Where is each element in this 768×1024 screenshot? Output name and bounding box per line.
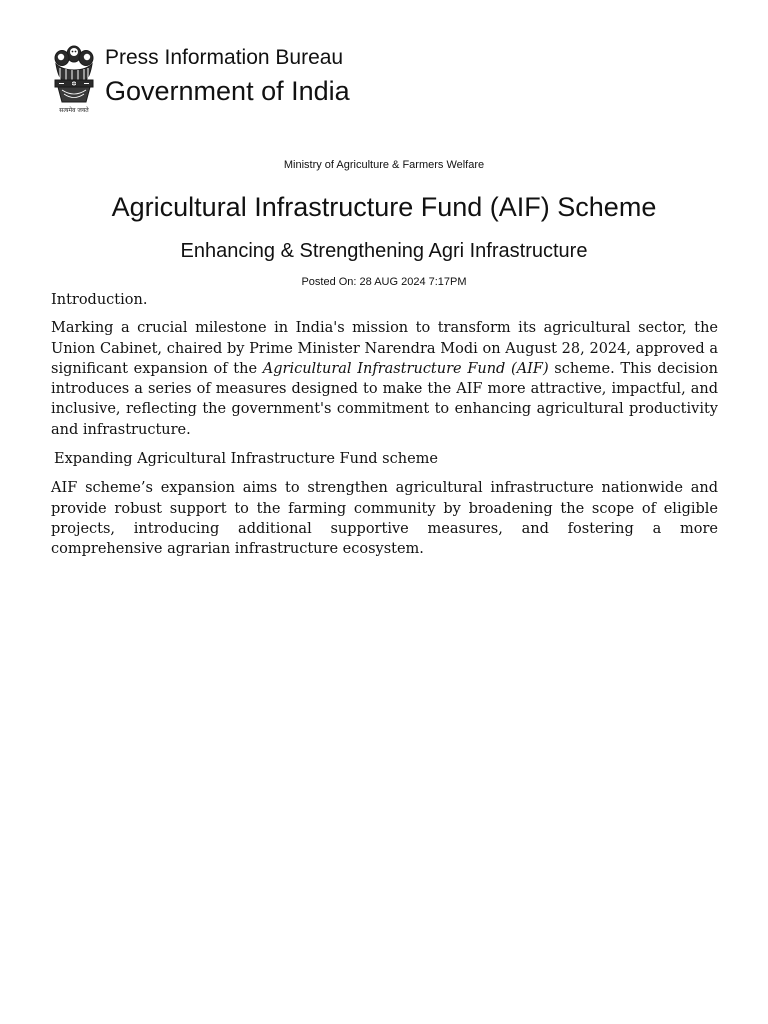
- release-body: [51, 290, 718, 569]
- emblem-motto: सत्यमेव जयते: [59, 107, 89, 114]
- paragraph-1-text-b: scheme. This decision introduces a series of measures designed to make the AIF more attractive, impactful, and inclusive, reflecting the government's commitment to enhancing agricultural productivity and infrastructure.: [51, 360, 718, 438]
- paragraph-1-text-a: Marking a crucial milestone in India's mission to transform its agricultural sector, the Union Cabinet, chaired by Prime Minister Narendra Modi on August 28, 2024, approved a significant expansion of the: [51, 320, 718, 377]
- intro-label: Introduction.: [51, 292, 148, 308]
- pib-header: [50, 40, 450, 120]
- posted-date: Posted On: 28 AUG 2024 7:17PM: [301, 276, 467, 288]
- section-heading: Expanding Agricultural Infrastructure Fund scheme: [54, 451, 438, 468]
- release-subtitle: Enhancing & Strengthening Agri Infrastructure: [180, 240, 588, 262]
- scheme-name-italic: Agricultural Infrastructure Fund (AIF): [262, 360, 549, 377]
- org-name: Press Information Bureau: [105, 46, 344, 69]
- national-emblem-icon: [50, 40, 98, 116]
- paragraph-1: [51, 318, 718, 440]
- release-title: Agricultural Infrastructure Fund (AIF) Scheme: [111, 192, 657, 222]
- gov-name: Government of India: [105, 76, 350, 106]
- paragraph-2: AIF scheme’s expansion aims to strengthen agricultural infrastructure nationwide and provide robust support to the farming community by broadening the scope of eligible projects, introducing additional supportive measures, and fostering a more comprehensive agrarian infrastructure ecosystem.: [51, 480, 718, 558]
- ministry-name: Ministry of Agriculture & Farmers Welfare: [283, 159, 485, 171]
